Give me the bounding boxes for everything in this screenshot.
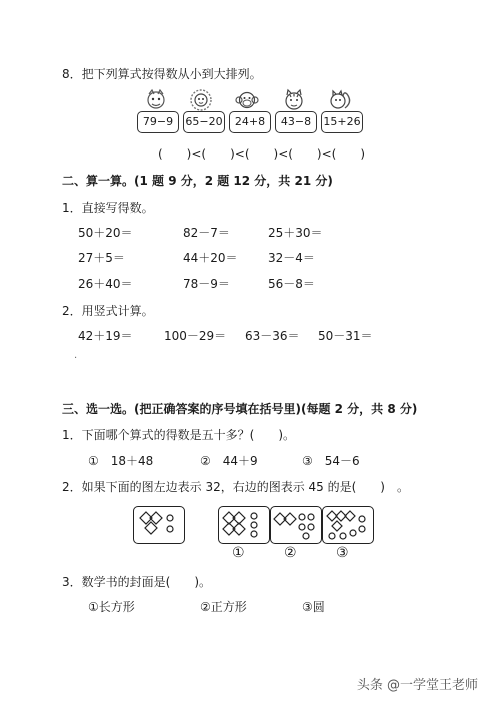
lion-icon <box>188 88 214 112</box>
s2-q1-title: 1．直接写得数。 <box>62 201 154 215</box>
choice-label-2: ② <box>284 545 297 561</box>
calc-item: 82－7＝ <box>183 226 230 240</box>
stray-dot: . <box>74 350 78 361</box>
calc-item: 25＋30＝ <box>268 226 323 240</box>
expr-box-3: 24+8 <box>229 111 271 133</box>
choice-label-1: ① <box>232 545 245 561</box>
choice-card-1[interactable] <box>218 506 270 544</box>
option-item[interactable]: ①长方形 <box>88 600 135 614</box>
option-item[interactable]: ② 44＋9 <box>200 454 258 468</box>
tiger-icon <box>281 88 307 112</box>
s3-q1-title: 1．下面哪个算式的得数是五十多？( )。 <box>62 428 295 442</box>
option-item[interactable]: ③圆 <box>302 600 325 614</box>
vertical-calc-item: 100－29＝ <box>164 329 227 343</box>
expr-box-5: 15+26 <box>321 111 363 133</box>
choice-card-3[interactable] <box>322 506 374 544</box>
expr-box-4: 43−8 <box>275 111 317 133</box>
calc-item: 44＋20＝ <box>183 251 238 265</box>
monkey-icon <box>234 88 260 112</box>
reference-card-32 <box>133 506 185 544</box>
option-item[interactable]: ②正方形 <box>200 600 247 614</box>
ordering-blanks[interactable]: ( )<( )<( )<( )<( ) <box>158 147 366 161</box>
vertical-calc-item: 63－36＝ <box>245 329 300 343</box>
calc-item: 32－4＝ <box>268 251 315 265</box>
expr-box-2: 65−20 <box>183 111 225 133</box>
calc-item: 26＋40＝ <box>78 277 133 291</box>
s3-q2-title: 2．如果下面的图左边表示 32，右边的图表示 45 的是( ) 。 <box>62 480 409 494</box>
expr-box-1: 79−9 <box>137 111 179 133</box>
calc-item: 27＋5＝ <box>78 251 125 265</box>
calc-item: 50＋20＝ <box>78 226 133 240</box>
dragon-icon <box>143 88 169 112</box>
q8-title: 8．把下列算式按得数从小到大排列。 <box>62 67 262 81</box>
calc-item: 78－9＝ <box>183 277 230 291</box>
s2-q2-title: 2．用竖式计算。 <box>62 304 154 318</box>
section2-title: 二、算一算。(1 题 9 分，2 题 12 分，共 21 分) <box>62 174 333 188</box>
option-item[interactable]: ① 18＋48 <box>88 454 154 468</box>
option-item[interactable]: ③ 54－6 <box>302 454 360 468</box>
watermark: 头条 @一学堂王老师 <box>356 678 478 693</box>
choice-card-2[interactable] <box>270 506 322 544</box>
squirrel-icon <box>327 88 353 112</box>
vertical-calc-item: 42＋19＝ <box>78 329 133 343</box>
section3-title: 三、选一选。(把正确答案的序号填在括号里)(每题 2 分，共 8 分) <box>62 402 418 416</box>
vertical-calc-item: 50－31＝ <box>318 329 373 343</box>
choice-label-3: ③ <box>336 545 349 561</box>
calc-item: 56－8＝ <box>268 277 315 291</box>
s3-q3-title: 3．数学书的封面是( )。 <box>62 575 211 589</box>
